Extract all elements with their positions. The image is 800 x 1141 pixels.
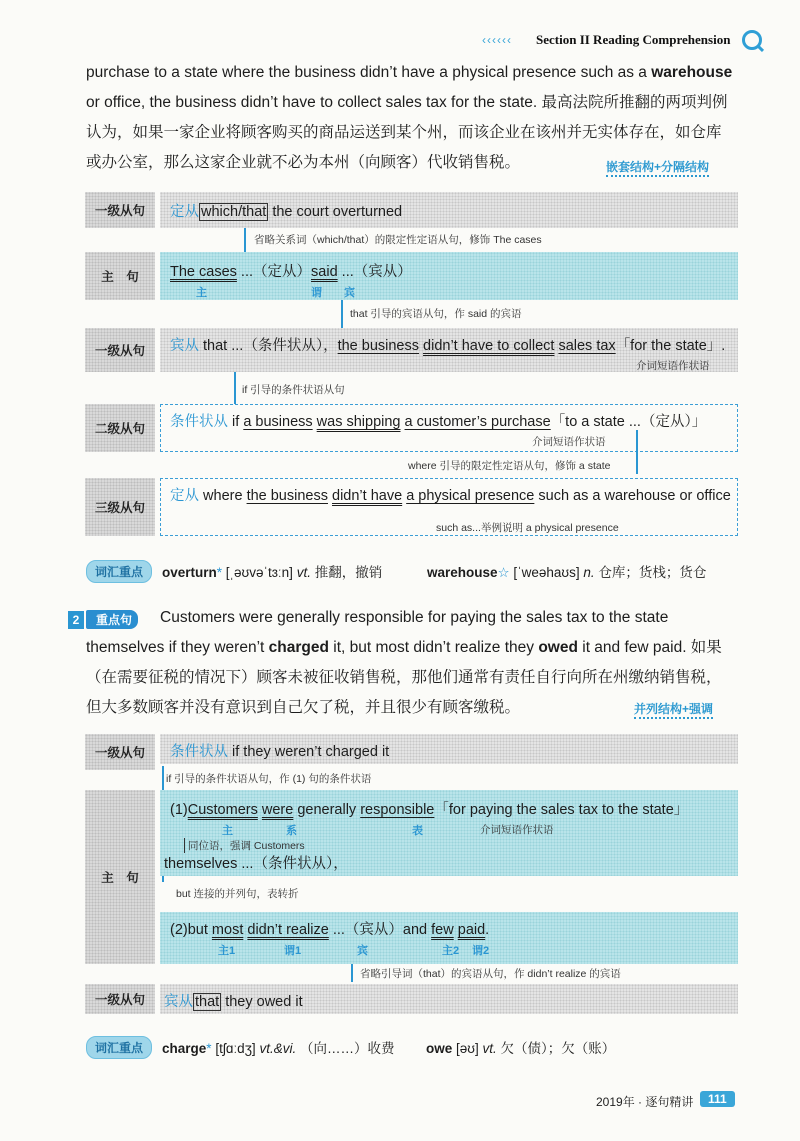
role-subject: 主 <box>222 825 233 837</box>
definition: 欠（债）；欠（账） <box>500 1041 616 1056</box>
clause-part: where <box>199 488 247 504</box>
key-sentence-tag: 重点句 <box>86 610 138 629</box>
clause-text-3 <box>170 334 725 355</box>
omitted-conjunction: that <box>195 994 220 1010</box>
clause-part: ...（宾从） <box>337 264 412 280</box>
part-of-speech: vt.&vi. <box>259 1041 297 1056</box>
header-title: Section II Reading Comprehension <box>536 32 731 47</box>
level-label: 一级从句 <box>85 192 155 228</box>
header-arrows: ‹‹‹‹‹‹ <box>482 33 512 47</box>
prep-phrase: 「to a state ...（定从）」 <box>550 414 707 430</box>
role-subject-2: 主2 <box>442 945 460 957</box>
clause-type: 宾从 <box>170 338 199 354</box>
star-icon: ☆ <box>497 565 510 580</box>
part-of-speech: vt. <box>482 1041 497 1056</box>
magnifier-icon <box>742 30 762 50</box>
note: 省略引导词（that）的宾语从句，作 didn’t realize 的宾语 <box>360 968 621 980</box>
level-label: 主 句 <box>85 252 155 300</box>
note: if 引导的条件状语从句，作 (1) 句的条件状语 <box>166 773 372 785</box>
verb: was shipping <box>316 414 401 430</box>
footer-text: 2019年 · 逐句精讲 <box>596 1095 694 1109</box>
star-icon: * <box>216 565 223 580</box>
subject: The cases <box>170 264 237 280</box>
vocab-entry-warehouse <box>427 561 706 581</box>
level-label: 一级从句 <box>85 984 155 1014</box>
phonetic: [əʊ] <box>456 1041 479 1056</box>
vocab-word: owe <box>426 1041 453 1056</box>
text: it and few paid. 如果 <box>577 639 722 656</box>
phonetic: [ˌəʊvəˈtɜːn] <box>225 565 293 580</box>
p1-line2: or office, the business didn’t have to collect sales tax for the state. 最高法院所推翻的两项判例 <box>86 94 728 111</box>
period: . <box>485 922 490 938</box>
s2-line2 <box>86 633 746 663</box>
p1-line1: purchase to a state where the business didn’t have a physical presence such as a <box>86 64 652 81</box>
level-label: 主 句 <box>85 790 155 964</box>
connector-line <box>636 430 638 474</box>
object: sales tax <box>558 338 616 354</box>
clause-rest: if they weren’t charged it <box>228 744 390 760</box>
main-clause-text-2a <box>170 798 688 819</box>
subject-2: few <box>431 922 454 938</box>
text: it, but most didn’t realize they <box>328 639 539 656</box>
vocab-word: warehouse <box>427 565 498 580</box>
note: 介词短语作状语 <box>636 360 710 372</box>
vocab-badge: 词汇重点 <box>86 560 152 583</box>
linking-verb: were <box>261 802 294 818</box>
appositive-note: 同位语，强调 Customers <box>184 838 305 853</box>
adverb: generally <box>293 802 361 818</box>
phonetic: [ˈweəhaʊs] <box>513 565 580 580</box>
role-object: 宾 <box>344 287 355 299</box>
level-label: 二级从句 <box>85 404 155 452</box>
keyword-owed: owed <box>538 639 578 656</box>
clause-type: 宾从 <box>164 994 193 1010</box>
subject: a business <box>243 414 313 430</box>
role-verb-1: 谓1 <box>284 945 302 957</box>
connector-line <box>351 964 353 982</box>
index: (1) <box>170 802 188 818</box>
clause-rest: they owed it <box>221 994 303 1010</box>
role-verb: 谓 <box>311 287 322 299</box>
object: a physical presence <box>406 488 535 504</box>
clause-type: 条件状从 <box>170 414 228 430</box>
keyword-charged: charged <box>268 639 329 656</box>
note: where 引导的限定性定语从句，修饰 a state <box>408 460 611 472</box>
clause-text-7 <box>164 990 303 1011</box>
definition: （向……）收费 <box>299 1041 395 1056</box>
role-object: 宾 <box>357 945 368 957</box>
object: a customer’s purchase <box>404 414 551 430</box>
clause-part: ...（宾从）and <box>328 922 432 938</box>
structure-tag-2: 并列结构+强调 <box>634 700 713 719</box>
clause-text-4 <box>170 410 706 431</box>
text: themselves if they weren’t <box>86 639 269 656</box>
connector-line <box>244 228 246 252</box>
note: 介词短语作状语 <box>532 436 606 448</box>
verb: didn’t have to collect <box>423 338 555 354</box>
note: such as...举例说明 a physical presence <box>436 522 619 534</box>
level-label: 一级从句 <box>85 328 155 372</box>
s2-line1: Customers were generally responsible for paying the sales tax to the state <box>160 609 669 626</box>
page-number: 111 <box>700 1091 735 1107</box>
clause-type: 定从 <box>170 204 199 220</box>
p1-line3: 认为，如果一家企业将顾客购买的商品运送到某个州，而该企业在该州并无实体存在，如仓库 <box>86 124 722 141</box>
main-clause-text-2a-line2: themselves ...（条件状从）， <box>164 856 348 872</box>
main-clause-text-2b <box>170 918 489 939</box>
clause-text-1 <box>170 200 402 221</box>
vocab-entry-charge <box>162 1037 394 1057</box>
role-subject: 主 <box>196 287 207 299</box>
part-of-speech: n. <box>583 565 595 580</box>
sentence-number: 2 <box>68 611 84 629</box>
star-icon: * <box>206 1041 212 1056</box>
subject-1: most <box>211 922 244 938</box>
verb: didn’t have <box>332 488 403 504</box>
note: if 引导的条件状语从句 <box>242 384 345 396</box>
vocab-word: overturn <box>162 565 217 580</box>
part-of-speech: vt. <box>296 565 311 580</box>
main-clause-text-1 <box>170 260 412 281</box>
s2-line3: （在需要征税的情况下）顾客未被征收销售税，那他们通常有责任自行向所在州缴纳销售税， <box>86 669 722 686</box>
p1-line4: 或办公室，那么这家企业就不必为本州（向顾客）代收销售税。 <box>86 154 521 171</box>
omitted-relative: which/that <box>201 204 267 220</box>
vocab-entry-overturn <box>162 561 382 581</box>
phonetic: [tʃɑːdʒ] <box>215 1041 256 1056</box>
role-linking: 系 <box>286 825 297 837</box>
vocab-entry-owe <box>426 1037 615 1057</box>
vocab-word: charge <box>162 1041 207 1056</box>
subject: the business <box>246 488 328 504</box>
definition: 推翻，撤销 <box>314 565 383 580</box>
clause-text-5 <box>170 484 731 505</box>
clause-text-6 <box>170 740 389 761</box>
note: but 连接的并列句，表转折 <box>176 888 299 900</box>
level-label: 三级从句 <box>85 478 155 536</box>
connector-line <box>234 372 236 404</box>
clause-rest: the court overturned <box>268 204 403 220</box>
note: that 引导的宾语从句，作 said 的宾语 <box>350 308 522 320</box>
index: (2)but <box>170 922 212 938</box>
prep-phrase: 「for the state」. <box>615 338 726 354</box>
predicative: responsible <box>360 802 435 818</box>
level-label: 一级从句 <box>85 734 155 770</box>
keyword-warehouse: warehouse <box>651 64 733 81</box>
verb: said <box>311 264 338 280</box>
role-verb-2: 谓2 <box>472 945 490 957</box>
prep-phrase: 「for paying the sales tax to the state」 <box>434 802 689 818</box>
example-phrase: such as a warehouse or office <box>534 488 731 504</box>
subject: Customers <box>187 802 258 818</box>
clause-type: 定从 <box>170 488 199 504</box>
role-predicative: 表 <box>412 825 423 837</box>
role-subject-1: 主1 <box>218 945 236 957</box>
verb-2: paid <box>457 922 486 938</box>
clause-part: if <box>228 414 244 430</box>
clause-part: that ...（条件状从）， <box>199 338 338 354</box>
subject: the business <box>337 338 419 354</box>
verb-1: didn’t realize <box>247 922 329 938</box>
clause-part: ...（定从） <box>236 264 312 280</box>
s2-line4: 但大多数顾客并没有意识到自己欠了税，并且很少有顾客缴税。 <box>86 699 521 716</box>
note: 省略关系词（which/that）的限定性定语从句，修饰 The cases <box>254 234 542 246</box>
connector-line <box>341 300 343 328</box>
vocab-badge: 词汇重点 <box>86 1036 152 1059</box>
definition: 仓库；货栈；货仓 <box>598 565 707 580</box>
note: 介词短语作状语 <box>480 824 554 836</box>
clause-type: 条件状从 <box>170 744 228 760</box>
structure-tag-1: 嵌套结构+分隔结构 <box>606 158 709 177</box>
